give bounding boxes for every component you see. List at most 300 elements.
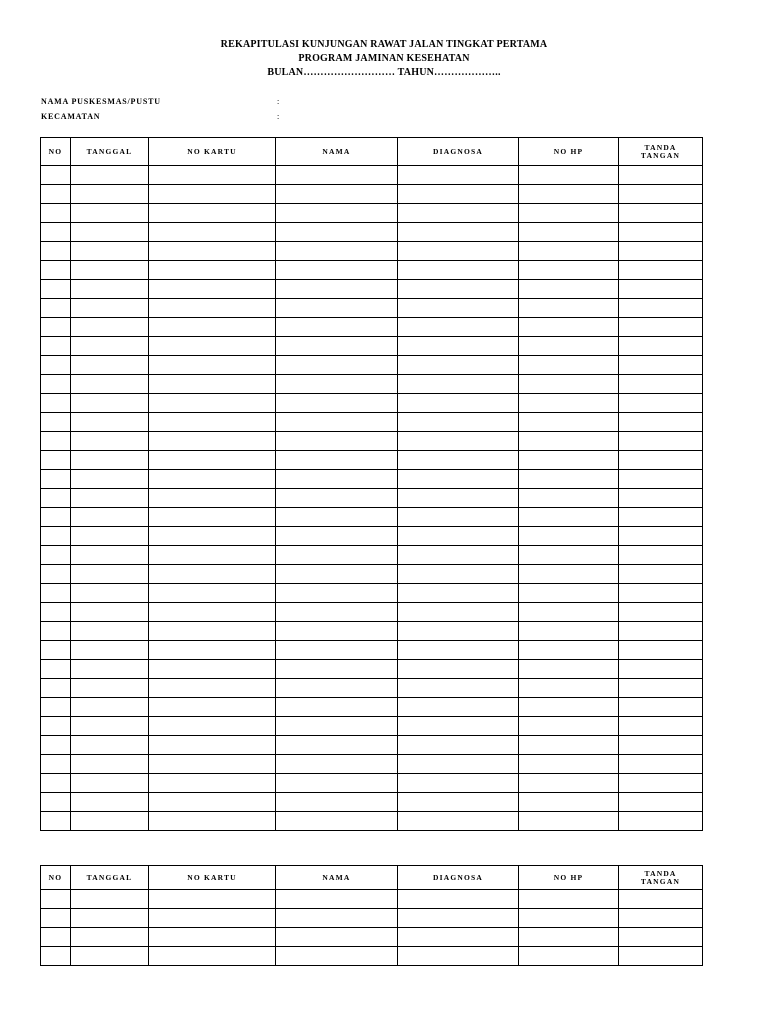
cell-tanda-tangan[interactable] bbox=[619, 527, 703, 546]
cell-tanggal[interactable] bbox=[71, 185, 149, 204]
cell-diagnosa[interactable] bbox=[398, 947, 519, 966]
cell-no[interactable] bbox=[41, 928, 71, 947]
cell-tanda-tangan[interactable] bbox=[619, 375, 703, 394]
cell-no-kartu[interactable] bbox=[149, 546, 276, 565]
cell-no-kartu[interactable] bbox=[149, 356, 276, 375]
cell-tanda-tangan[interactable] bbox=[619, 641, 703, 660]
col-nama: NAMA bbox=[276, 138, 398, 166]
cell-tanggal[interactable] bbox=[71, 679, 149, 698]
cell-nama[interactable] bbox=[276, 565, 398, 584]
cell-diagnosa[interactable] bbox=[398, 318, 519, 337]
cell-nama[interactable] bbox=[276, 890, 398, 909]
cell-diagnosa[interactable] bbox=[398, 432, 519, 451]
visit-table-main bbox=[40, 137, 703, 831]
table-row bbox=[41, 413, 703, 432]
cell-no[interactable] bbox=[41, 185, 71, 204]
cell-no-hp[interactable] bbox=[519, 432, 619, 451]
cell-no[interactable] bbox=[41, 947, 71, 966]
cell-tanggal[interactable] bbox=[71, 223, 149, 242]
cell-tanda-tangan[interactable] bbox=[619, 261, 703, 280]
cell-no-hp[interactable] bbox=[519, 736, 619, 755]
cell-no-hp[interactable] bbox=[519, 565, 619, 584]
table-row bbox=[41, 755, 703, 774]
cell-no[interactable] bbox=[41, 755, 71, 774]
cell-tanggal[interactable] bbox=[71, 489, 149, 508]
cell-tanda-tangan[interactable] bbox=[619, 774, 703, 793]
cell-no-kartu[interactable] bbox=[149, 432, 276, 451]
cell-no-hp[interactable] bbox=[519, 337, 619, 356]
col-tanda-line1: TANDA bbox=[644, 142, 677, 152]
cell-no-kartu[interactable] bbox=[149, 413, 276, 432]
cell-no-kartu[interactable] bbox=[149, 223, 276, 242]
cell-tanggal[interactable] bbox=[71, 413, 149, 432]
table-row bbox=[41, 299, 703, 318]
cell-no-hp[interactable] bbox=[519, 584, 619, 603]
cell-tanda-tangan[interactable] bbox=[619, 947, 703, 966]
cell-no[interactable] bbox=[41, 337, 71, 356]
cell-no[interactable] bbox=[41, 527, 71, 546]
cell-no-kartu[interactable] bbox=[149, 679, 276, 698]
cell-tanggal[interactable] bbox=[71, 890, 149, 909]
cell-no-kartu[interactable] bbox=[149, 641, 276, 660]
cell-no[interactable] bbox=[41, 204, 71, 223]
cell-no-kartu[interactable] bbox=[149, 394, 276, 413]
cell-no-kartu[interactable] bbox=[149, 527, 276, 546]
cell-no[interactable] bbox=[41, 432, 71, 451]
cell-tanggal[interactable] bbox=[71, 947, 149, 966]
col-tanda-line1: TANDA bbox=[644, 868, 677, 878]
cell-nama[interactable] bbox=[276, 375, 398, 394]
cell-diagnosa[interactable] bbox=[398, 660, 519, 679]
cell-tanggal[interactable] bbox=[71, 261, 149, 280]
cell-tanggal[interactable] bbox=[71, 318, 149, 337]
cell-no[interactable] bbox=[41, 812, 71, 831]
cell-no[interactable] bbox=[41, 909, 71, 928]
cell-no-hp[interactable] bbox=[519, 280, 619, 299]
cell-tanda-tangan[interactable] bbox=[619, 736, 703, 755]
table-header-row bbox=[41, 138, 703, 166]
cell-no[interactable] bbox=[41, 890, 71, 909]
cell-tanggal[interactable] bbox=[71, 793, 149, 812]
cell-no-hp[interactable] bbox=[519, 679, 619, 698]
cell-tanggal[interactable] bbox=[71, 337, 149, 356]
cell-tanda-tangan[interactable] bbox=[619, 489, 703, 508]
cell-no-kartu[interactable] bbox=[149, 204, 276, 223]
cell-nama[interactable] bbox=[276, 641, 398, 660]
cell-nama[interactable] bbox=[276, 299, 398, 318]
cell-tanggal[interactable] bbox=[71, 432, 149, 451]
cell-no-hp[interactable] bbox=[519, 375, 619, 394]
cell-no[interactable] bbox=[41, 470, 71, 489]
table-row bbox=[41, 736, 703, 755]
cell-diagnosa[interactable] bbox=[398, 242, 519, 261]
cell-tanggal[interactable] bbox=[71, 660, 149, 679]
cell-tanggal[interactable] bbox=[71, 204, 149, 223]
cell-nama[interactable] bbox=[276, 261, 398, 280]
cell-no-kartu[interactable] bbox=[149, 584, 276, 603]
cell-no[interactable] bbox=[41, 774, 71, 793]
cell-nama[interactable] bbox=[276, 223, 398, 242]
cell-diagnosa[interactable] bbox=[398, 470, 519, 489]
cell-no-hp[interactable] bbox=[519, 185, 619, 204]
table-row bbox=[41, 223, 703, 242]
cell-tanggal[interactable] bbox=[71, 909, 149, 928]
cell-diagnosa[interactable] bbox=[398, 717, 519, 736]
cell-nama[interactable] bbox=[276, 660, 398, 679]
cell-tanda-tangan[interactable] bbox=[619, 812, 703, 831]
table-row bbox=[41, 947, 703, 966]
cell-no-kartu[interactable] bbox=[149, 928, 276, 947]
cell-no-kartu[interactable] bbox=[149, 508, 276, 527]
cell-no-hp[interactable] bbox=[519, 527, 619, 546]
cell-no-kartu[interactable] bbox=[149, 489, 276, 508]
cell-diagnosa[interactable] bbox=[398, 890, 519, 909]
cell-no-hp[interactable] bbox=[519, 489, 619, 508]
cell-diagnosa[interactable] bbox=[398, 698, 519, 717]
cell-no[interactable] bbox=[41, 261, 71, 280]
cell-nama[interactable] bbox=[276, 679, 398, 698]
cell-tanda-tangan[interactable] bbox=[619, 394, 703, 413]
cell-tanggal[interactable] bbox=[71, 508, 149, 527]
cell-no-hp[interactable] bbox=[519, 299, 619, 318]
cell-no-kartu[interactable] bbox=[149, 299, 276, 318]
cell-no-hp[interactable] bbox=[519, 928, 619, 947]
cell-diagnosa[interactable] bbox=[398, 489, 519, 508]
cell-diagnosa[interactable] bbox=[398, 299, 519, 318]
cell-nama[interactable] bbox=[276, 356, 398, 375]
cell-no-hp[interactable] bbox=[519, 508, 619, 527]
table-row bbox=[41, 698, 703, 717]
cell-nama[interactable] bbox=[276, 204, 398, 223]
cell-nama[interactable] bbox=[276, 774, 398, 793]
cell-no-hp[interactable] bbox=[519, 546, 619, 565]
cell-nama[interactable] bbox=[276, 603, 398, 622]
cell-no-hp[interactable] bbox=[519, 622, 619, 641]
cell-no[interactable] bbox=[41, 622, 71, 641]
cell-no[interactable] bbox=[41, 223, 71, 242]
cell-diagnosa[interactable] bbox=[398, 280, 519, 299]
cell-tanda-tangan[interactable] bbox=[619, 318, 703, 337]
cell-diagnosa[interactable] bbox=[398, 356, 519, 375]
cell-no-hp[interactable] bbox=[519, 774, 619, 793]
table-body-continued bbox=[41, 890, 703, 966]
cell-no-kartu[interactable] bbox=[149, 261, 276, 280]
cell-nama[interactable] bbox=[276, 736, 398, 755]
cell-no-hp[interactable] bbox=[519, 603, 619, 622]
cell-tanggal[interactable] bbox=[71, 774, 149, 793]
cell-diagnosa[interactable] bbox=[398, 185, 519, 204]
cell-diagnosa[interactable] bbox=[398, 755, 519, 774]
cell-no-kartu[interactable] bbox=[149, 451, 276, 470]
cell-diagnosa[interactable] bbox=[398, 394, 519, 413]
cell-no[interactable] bbox=[41, 299, 71, 318]
cell-no-kartu[interactable] bbox=[149, 812, 276, 831]
cell-no-kartu[interactable] bbox=[149, 242, 276, 261]
cell-tanda-tangan[interactable] bbox=[619, 413, 703, 432]
table-row bbox=[41, 280, 703, 299]
cell-tanda-tangan[interactable] bbox=[619, 793, 703, 812]
col-no-kartu: NO KARTU bbox=[149, 866, 276, 890]
cell-diagnosa[interactable] bbox=[398, 641, 519, 660]
cell-no[interactable] bbox=[41, 489, 71, 508]
col-no-kartu: NO KARTU bbox=[149, 138, 276, 166]
cell-no-kartu[interactable] bbox=[149, 185, 276, 204]
cell-nama[interactable] bbox=[276, 546, 398, 565]
cell-no-kartu[interactable] bbox=[149, 947, 276, 966]
cell-tanda-tangan[interactable] bbox=[619, 679, 703, 698]
cell-no-hp[interactable] bbox=[519, 641, 619, 660]
cell-no-kartu[interactable] bbox=[149, 755, 276, 774]
cell-nama[interactable] bbox=[276, 755, 398, 774]
cell-no-kartu[interactable] bbox=[149, 603, 276, 622]
cell-no[interactable] bbox=[41, 508, 71, 527]
cell-no-kartu[interactable] bbox=[149, 793, 276, 812]
cell-tanggal[interactable] bbox=[71, 546, 149, 565]
cell-tanda-tangan[interactable] bbox=[619, 909, 703, 928]
cell-tanda-tangan[interactable] bbox=[619, 660, 703, 679]
cell-no[interactable] bbox=[41, 679, 71, 698]
cell-no-hp[interactable] bbox=[519, 793, 619, 812]
cell-nama[interactable] bbox=[276, 413, 398, 432]
cell-nama[interactable] bbox=[276, 717, 398, 736]
cell-nama[interactable] bbox=[276, 928, 398, 947]
cell-tanggal[interactable] bbox=[71, 356, 149, 375]
cell-no[interactable] bbox=[41, 166, 71, 185]
cell-no[interactable] bbox=[41, 394, 71, 413]
cell-tanggal[interactable] bbox=[71, 565, 149, 584]
cell-no-hp[interactable] bbox=[519, 660, 619, 679]
cell-diagnosa[interactable] bbox=[398, 622, 519, 641]
cell-diagnosa[interactable] bbox=[398, 736, 519, 755]
cell-no-hp[interactable] bbox=[519, 755, 619, 774]
cell-tanggal[interactable] bbox=[71, 736, 149, 755]
cell-no-hp[interactable] bbox=[519, 909, 619, 928]
cell-tanggal[interactable] bbox=[71, 280, 149, 299]
cell-nama[interactable] bbox=[276, 698, 398, 717]
cell-no[interactable] bbox=[41, 280, 71, 299]
cell-tanda-tangan[interactable] bbox=[619, 508, 703, 527]
cell-diagnosa[interactable] bbox=[398, 375, 519, 394]
cell-diagnosa[interactable] bbox=[398, 909, 519, 928]
cell-tanda-tangan[interactable] bbox=[619, 451, 703, 470]
cell-tanda-tangan[interactable] bbox=[619, 928, 703, 947]
cell-diagnosa[interactable] bbox=[398, 565, 519, 584]
cell-no[interactable] bbox=[41, 660, 71, 679]
cell-no[interactable] bbox=[41, 451, 71, 470]
cell-no-hp[interactable] bbox=[519, 356, 619, 375]
cell-diagnosa[interactable] bbox=[398, 546, 519, 565]
cell-tanda-tangan[interactable] bbox=[619, 204, 703, 223]
table-row bbox=[41, 337, 703, 356]
cell-no-kartu[interactable] bbox=[149, 622, 276, 641]
cell-diagnosa[interactable] bbox=[398, 774, 519, 793]
cell-nama[interactable] bbox=[276, 584, 398, 603]
cell-no-hp[interactable] bbox=[519, 451, 619, 470]
cell-no-kartu[interactable] bbox=[149, 470, 276, 489]
cell-no[interactable] bbox=[41, 546, 71, 565]
cell-tanggal[interactable] bbox=[71, 299, 149, 318]
cell-tanda-tangan[interactable] bbox=[619, 565, 703, 584]
cell-no[interactable] bbox=[41, 565, 71, 584]
cell-no[interactable] bbox=[41, 413, 71, 432]
table-row bbox=[41, 717, 703, 736]
cell-nama[interactable] bbox=[276, 947, 398, 966]
cell-no-hp[interactable] bbox=[519, 717, 619, 736]
cell-no[interactable] bbox=[41, 375, 71, 394]
cell-nama[interactable] bbox=[276, 166, 398, 185]
cell-no-kartu[interactable] bbox=[149, 337, 276, 356]
cell-no-hp[interactable] bbox=[519, 242, 619, 261]
document-title: REKAPITULASI KUNJUNGAN RAWAT JALAN TINGKAT PERTAMA bbox=[220, 39, 548, 50]
cell-tanggal[interactable] bbox=[71, 698, 149, 717]
cell-tanggal[interactable] bbox=[71, 451, 149, 470]
cell-tanda-tangan[interactable] bbox=[619, 755, 703, 774]
cell-no[interactable] bbox=[41, 603, 71, 622]
cell-no[interactable] bbox=[41, 717, 71, 736]
cell-nama[interactable] bbox=[276, 451, 398, 470]
cell-nama[interactable] bbox=[276, 793, 398, 812]
cell-no-hp[interactable] bbox=[519, 470, 619, 489]
program-title: PROGRAM JAMINAN KESEHATAN bbox=[298, 53, 470, 64]
cell-tanda-tangan[interactable] bbox=[619, 280, 703, 299]
col-no: NO bbox=[41, 138, 71, 166]
cell-tanda-tangan[interactable] bbox=[619, 299, 703, 318]
cell-nama[interactable] bbox=[276, 812, 398, 831]
cell-no-hp[interactable] bbox=[519, 261, 619, 280]
cell-tanda-tangan[interactable] bbox=[619, 337, 703, 356]
cell-no-hp[interactable] bbox=[519, 394, 619, 413]
cell-diagnosa[interactable] bbox=[398, 508, 519, 527]
cell-tanggal[interactable] bbox=[71, 584, 149, 603]
cell-no-kartu[interactable] bbox=[149, 375, 276, 394]
cell-diagnosa[interactable] bbox=[398, 928, 519, 947]
table-row bbox=[41, 470, 703, 489]
cell-diagnosa[interactable] bbox=[398, 451, 519, 470]
cell-diagnosa[interactable] bbox=[398, 204, 519, 223]
cell-diagnosa[interactable] bbox=[398, 679, 519, 698]
cell-tanggal[interactable] bbox=[71, 527, 149, 546]
cell-no-hp[interactable] bbox=[519, 812, 619, 831]
cell-nama[interactable] bbox=[276, 470, 398, 489]
cell-nama[interactable] bbox=[276, 909, 398, 928]
cell-nama[interactable] bbox=[276, 394, 398, 413]
cell-tanda-tangan[interactable] bbox=[619, 223, 703, 242]
cell-nama[interactable] bbox=[276, 489, 398, 508]
cell-tanda-tangan[interactable] bbox=[619, 890, 703, 909]
cell-nama[interactable] bbox=[276, 622, 398, 641]
cell-diagnosa[interactable] bbox=[398, 793, 519, 812]
cell-no[interactable] bbox=[41, 793, 71, 812]
cell-no-kartu[interactable] bbox=[149, 565, 276, 584]
cell-no-hp[interactable] bbox=[519, 947, 619, 966]
cell-tanda-tangan[interactable] bbox=[619, 166, 703, 185]
cell-tanggal[interactable] bbox=[71, 166, 149, 185]
cell-no-hp[interactable] bbox=[519, 166, 619, 185]
cell-nama[interactable] bbox=[276, 318, 398, 337]
cell-tanda-tangan[interactable] bbox=[619, 432, 703, 451]
cell-no[interactable] bbox=[41, 736, 71, 755]
cell-no-hp[interactable] bbox=[519, 698, 619, 717]
cell-no[interactable] bbox=[41, 584, 71, 603]
table-row bbox=[41, 928, 703, 947]
cell-diagnosa[interactable] bbox=[398, 603, 519, 622]
cell-tanggal[interactable] bbox=[71, 755, 149, 774]
cell-tanggal[interactable] bbox=[71, 717, 149, 736]
cell-no-kartu[interactable] bbox=[149, 736, 276, 755]
cell-diagnosa[interactable] bbox=[398, 337, 519, 356]
cell-nama[interactable] bbox=[276, 280, 398, 299]
cell-tanggal[interactable] bbox=[71, 603, 149, 622]
cell-nama[interactable] bbox=[276, 508, 398, 527]
cell-no-kartu[interactable] bbox=[149, 717, 276, 736]
cell-tanggal[interactable] bbox=[71, 375, 149, 394]
cell-no-hp[interactable] bbox=[519, 223, 619, 242]
cell-no[interactable] bbox=[41, 242, 71, 261]
table-header-row bbox=[41, 866, 703, 890]
cell-tanggal[interactable] bbox=[71, 394, 149, 413]
cell-diagnosa[interactable] bbox=[398, 166, 519, 185]
cell-nama[interactable] bbox=[276, 527, 398, 546]
cell-no-hp[interactable] bbox=[519, 318, 619, 337]
cell-tanggal[interactable] bbox=[71, 641, 149, 660]
cell-tanda-tangan[interactable] bbox=[619, 242, 703, 261]
cell-tanda-tangan[interactable] bbox=[619, 622, 703, 641]
cell-no[interactable] bbox=[41, 318, 71, 337]
cell-nama[interactable] bbox=[276, 337, 398, 356]
cell-no-hp[interactable] bbox=[519, 204, 619, 223]
cell-tanggal[interactable] bbox=[71, 622, 149, 641]
cell-tanda-tangan[interactable] bbox=[619, 185, 703, 204]
cell-diagnosa[interactable] bbox=[398, 527, 519, 546]
cell-no-hp[interactable] bbox=[519, 413, 619, 432]
cell-tanda-tangan[interactable] bbox=[619, 603, 703, 622]
cell-diagnosa[interactable] bbox=[398, 584, 519, 603]
cell-nama[interactable] bbox=[276, 432, 398, 451]
cell-no-kartu[interactable] bbox=[149, 698, 276, 717]
cell-tanda-tangan[interactable] bbox=[619, 698, 703, 717]
cell-no-kartu[interactable] bbox=[149, 660, 276, 679]
cell-diagnosa[interactable] bbox=[398, 223, 519, 242]
table-row bbox=[41, 204, 703, 223]
cell-tanggal[interactable] bbox=[71, 470, 149, 489]
cell-nama[interactable] bbox=[276, 185, 398, 204]
cell-tanda-tangan[interactable] bbox=[619, 546, 703, 565]
cell-tanda-tangan[interactable] bbox=[619, 356, 703, 375]
cell-no-kartu[interactable] bbox=[149, 280, 276, 299]
cell-diagnosa[interactable] bbox=[398, 261, 519, 280]
cell-nama[interactable] bbox=[276, 242, 398, 261]
cell-tanggal[interactable] bbox=[71, 812, 149, 831]
cell-no-hp[interactable] bbox=[519, 890, 619, 909]
cell-tanda-tangan[interactable] bbox=[619, 470, 703, 489]
cell-no-kartu[interactable] bbox=[149, 166, 276, 185]
cell-no[interactable] bbox=[41, 641, 71, 660]
cell-tanda-tangan[interactable] bbox=[619, 717, 703, 736]
cell-diagnosa[interactable] bbox=[398, 812, 519, 831]
cell-no[interactable] bbox=[41, 356, 71, 375]
puskesmas-label: NAMA PUSKESMAS/PUSTU bbox=[41, 97, 161, 106]
cell-tanggal[interactable] bbox=[71, 928, 149, 947]
cell-no[interactable] bbox=[41, 698, 71, 717]
cell-no-kartu[interactable] bbox=[149, 774, 276, 793]
cell-no-kartu[interactable] bbox=[149, 890, 276, 909]
cell-no-kartu[interactable] bbox=[149, 318, 276, 337]
cell-tanda-tangan[interactable] bbox=[619, 584, 703, 603]
cell-no-kartu[interactable] bbox=[149, 909, 276, 928]
col-no-hp: NO HP bbox=[519, 138, 619, 166]
cell-diagnosa[interactable] bbox=[398, 413, 519, 432]
cell-tanggal[interactable] bbox=[71, 242, 149, 261]
